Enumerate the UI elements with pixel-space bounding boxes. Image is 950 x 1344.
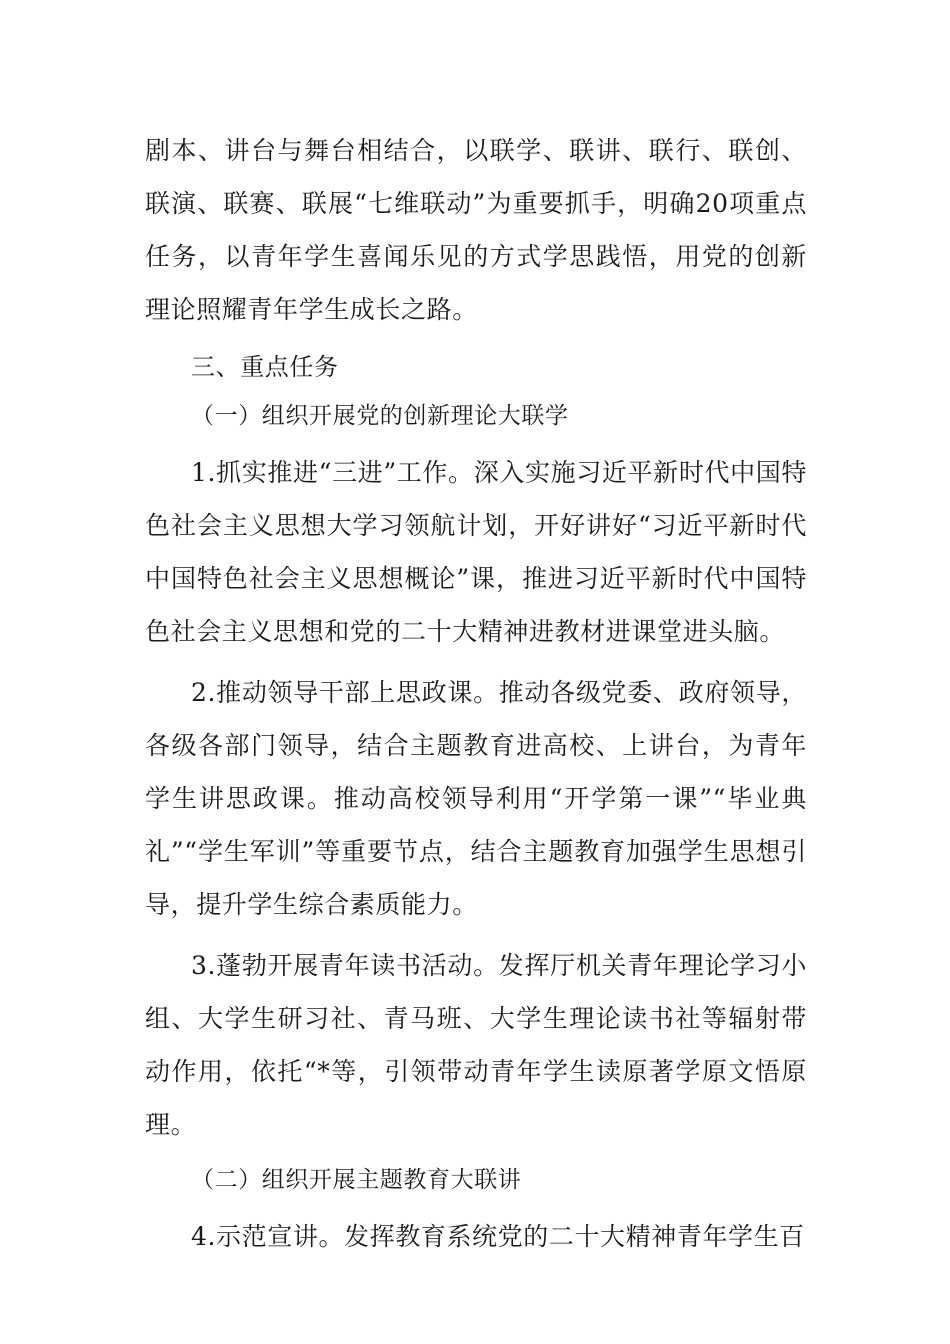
paragraph-intro-continuation: 剧本、讲台与舞台相结合，以联学、联讲、联行、联创、联演、联赛、联展“七维联动”为重要抓手，明确20项重点任务，以青年学生喜闻乐见的方式学思践悟，用党的创新理论照耀青年学生成长之路。 xyxy=(145,136,807,324)
task-item-1: 1.抓实推进“三进”工作。深入实施习近平新时代中国特色社会主义思想大学习领航计划，开好讲好“习近平新时代中国特色社会主义思想概论”课，推进习近平新时代中国特色社会主义思想和党的二十大精神进教材进课堂进头脑。 xyxy=(145,458,807,646)
subsection-heading-1: （一）组织开展党的创新理论大联学 xyxy=(191,403,569,429)
document-body xyxy=(145,124,807,1263)
task-item-4: 4.示范宣讲。发挥教育系统党的二十大精神青年学生百 xyxy=(191,1222,805,1251)
task-item-3: 3.蓬勃开展青年读书活动。发挥厅机关青年理论学习小组、大学生研习社、青马班、大学生理论读书社等辐射带动作用，依托“*等，引领带动青年学生读原著学原文悟原理。 xyxy=(145,951,807,1139)
section-heading-key-tasks: 三、重点任务 xyxy=(191,353,339,381)
subsection-heading-2: （二）组织开展主题教育大联讲 xyxy=(191,1167,522,1193)
task-item-2: 2.推动领导干部上思政课。推动各级党委、政府领导，各级各部门领导，结合主题教育进高校、上讲台，为青年学生讲思政课。推动高校领导利用“开学第一课”“毕业典礼”“学生军训”等重要节点，结合主题教育加强学生思想引导，提升学生综合素质能力。 xyxy=(145,678,807,919)
